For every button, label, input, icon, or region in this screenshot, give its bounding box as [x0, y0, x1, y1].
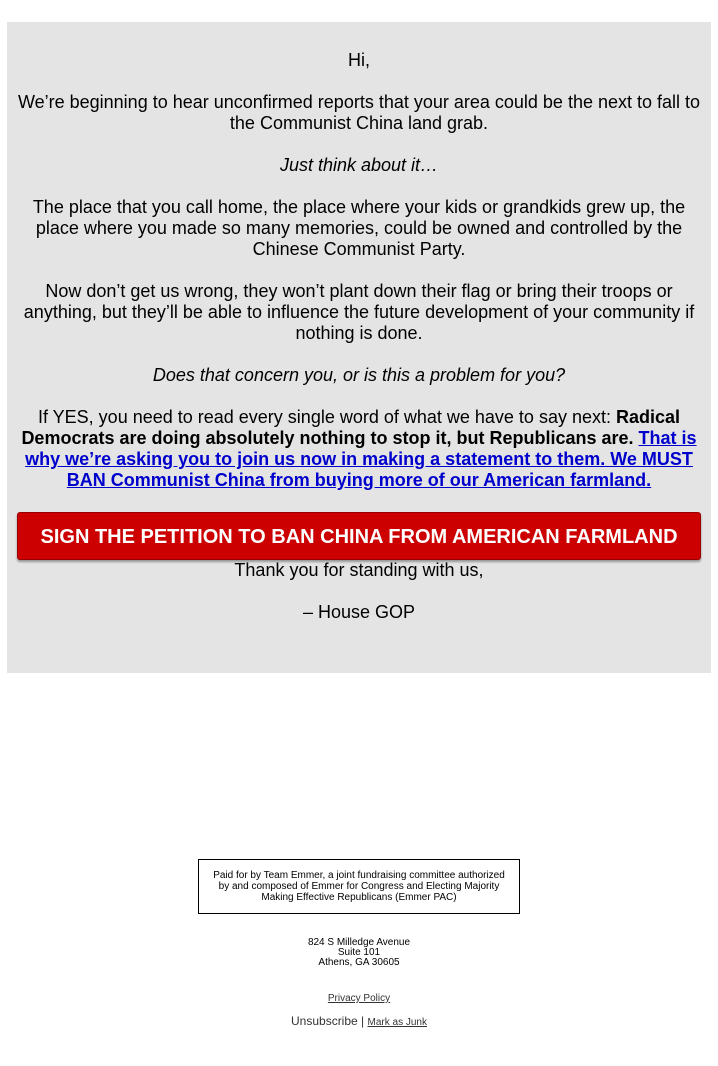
concern-question: Does that concern you, or is this a problem for you?: [152, 365, 566, 385]
address-line-1: 824 S Milledge Avenue: [307, 937, 411, 948]
paid-for-disclaimer: Paid for by Team Emmer, a joint fundraising committee authorized by and composed of Emmer for Congress and Electing Majority Making Effective Republicans (Emmer PAC): [198, 859, 520, 914]
address-line-3: Athens, GA 30605: [318, 957, 400, 968]
petition-text-link[interactable]: That is why we’re asking you to join us now in making a statement to them. We MUST BAN Communist China from buying more of our American farmland.: [25, 428, 697, 490]
home-paragraph: The place that you call home, the place where your kids or grandkids grew up, the place where you made so many memories, could be owned and controlled by the Chinese Communist Party.: [32, 197, 686, 259]
call-to-action-paragraph: [17, 407, 701, 491]
address-line-2: Suite 101: [337, 947, 381, 958]
mark-as-junk-link[interactable]: Mark as Junk: [367, 1017, 427, 1028]
intro-paragraph: We’re beginning to hear unconfirmed reports that your area could be the next to fall to the Communist China land grab.: [17, 92, 701, 133]
thanks-text: Thank you for standing with us,: [234, 560, 484, 580]
footer-separator: |: [361, 1014, 365, 1028]
privacy-row: [0, 993, 718, 1004]
mailing-address: [0, 938, 718, 968]
signature-text: – House GOP: [302, 602, 416, 622]
unsubscribe-link[interactable]: Unsubscribe: [291, 1014, 358, 1028]
sign-petition-button[interactable]: SIGN THE PETITION TO BAN CHINA FROM AMERICAN FARMLAND: [17, 512, 701, 560]
cta-bold-text: Radical Democrats are doing absolutely nothing to stop it, but Republicans are.: [21, 407, 681, 448]
privacy-policy-link[interactable]: Privacy Policy: [327, 993, 391, 1004]
think-about-it-text: Just think about it…: [279, 155, 439, 175]
influence-paragraph: Now don’t get us wrong, they won’t plant down their flag or bring their troops or anything, but they’ll be able to influence the future development of your community if nothing is done.: [23, 281, 695, 343]
email-body-panel: [7, 22, 711, 673]
cta-lead-text: If YES, you need to read every single word of what we have to say next:: [37, 407, 616, 427]
unsubscribe-row: [0, 1014, 718, 1028]
greeting-text: Hi,: [348, 50, 370, 70]
